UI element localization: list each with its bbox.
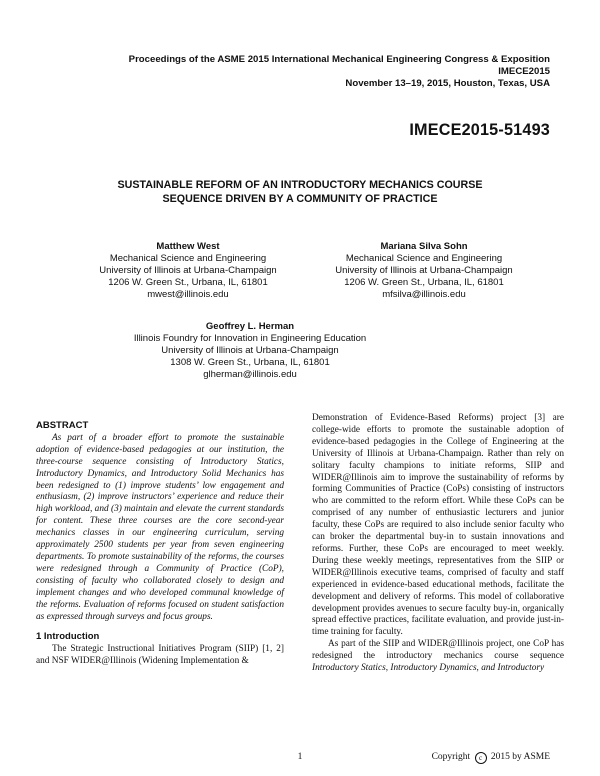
- proceedings-header: [129, 54, 550, 91]
- author-dept: Illinois Foundry for Innovation in Engineering Education: [133, 333, 367, 345]
- paper-id: IMECE2015-51493: [409, 121, 550, 139]
- author-institution: University of Illinois at Urbana-Champaign: [161, 345, 339, 357]
- dates-location: November 13–19, 2015, Houston, Texas, USA: [345, 78, 550, 90]
- intro-p2-text: As part of the SIIP and WIDER@Illinois project, one CoP has redesigned the introductory mechanics course sequence: [312, 639, 564, 662]
- author-email: mwest@illinois.edu: [147, 289, 229, 301]
- course-names: Introductory Statics, Introductory Dynamics, and Introductory: [312, 663, 545, 674]
- author-email: mfsilva@illinois.edu: [382, 289, 466, 301]
- author-institution: University of Illinois at Urbana-Champaign: [99, 265, 277, 277]
- abstract-heading: ABSTRACT: [36, 420, 89, 431]
- author-block-2: [274, 241, 574, 301]
- author-name: Matthew West: [156, 241, 220, 252]
- author-address: 1206 W. Green St., Urbana, IL, 61801: [344, 277, 504, 289]
- page-number: 1: [297, 752, 303, 762]
- proceedings-line: Proceedings of the ASME 2015 International Mechanical Engineering Congress & Exposition: [128, 54, 550, 65]
- intro-paragraph-continued: Demonstration of Evidence-Based Reforms) project [3] are college-wide efforts to promote the sustainable adoption of evidence-based pedagogies in the College of Engineering at the University of Illinois at Urbana-Champaign. Rather than rely on solitary faculty champions to initiate reforms, SIIP and WIDER@Illinois aim to improve the sustainability of reforms by forming Communities of Practice (CoPs) consisting of instructors who are committed to the reform effort. While these CoPs can be comprised of any number of enthusiastic lecturers and junior faculty, these CoPs are required to also include senior faculty who can broker the departmental buy-in to sustain innovations and reforms. Further, these CoPs are encouraged to meet weekly. During these weekly meetings, representatives from the SIIP or WIDER@Illinois executive teams, comprised of faculty and staff experienced in evidence-based educational methods, facilitate the development and delivery of reforms. This model of collaborative development provides avenues to secure faculty buy-in, organically spread effective practices, facilitate evaluation, and provide just-in-time training for faculty.: [312, 413, 564, 638]
- paper-title: [0, 179, 600, 206]
- copyright-notice: [432, 752, 550, 764]
- author-dept: Mechanical Science and Engineering: [345, 253, 503, 265]
- introduction-heading: 1 Introduction: [36, 631, 100, 643]
- copyright-suffix: 2015 by ASME: [490, 752, 550, 762]
- copyright-symbol: c: [475, 752, 487, 764]
- author-institution: University of Illinois at Urbana-Champaign: [335, 265, 513, 277]
- author-block-3: [100, 321, 400, 381]
- author-dept: Mechanical Science and Engineering: [109, 253, 267, 265]
- title-line-2: SEQUENCE DRIVEN BY A COMMUNITY OF PRACTICE: [162, 192, 438, 205]
- left-column: [36, 420, 284, 668]
- title-line-1: SUSTAINABLE REFORM OF AN INTRODUCTORY MECHANICS COURSE: [117, 179, 483, 191]
- intro-paragraph-2: [312, 639, 564, 675]
- author-email: glherman@illinois.edu: [203, 369, 297, 381]
- author-name: Geoffrey L. Herman: [205, 321, 295, 332]
- intro-paragraph-start: The Strategic Instructional Initiatives Program (SIIP) [1, 2] and NSF WIDER@Illinois (Widening Implementation &: [36, 644, 284, 667]
- abstract-text: As part of a broader effort to promote the sustainable adoption of evidence-based pedagogies at our institution, the three-course sequence consisting of Introductory Statics, Introductory Dynamics, and Introductory Solid Mechanics has been redesigned to (1) improve students’ low engagement and enthusiasm, (2) improve instructors’ experience and reduce their high workload, and (3) maintain and elevate the current standards for content. These three courses are the core second-year mechanics classes in our engineering curriculum, serving approximately 2500 students per year from seven engineering departments. To promote sustainability of the reforms, the courses were redesigned through a Community of Practice (CoP), consisting of faculty who collaborated closely to design and implement changes and who developed communal knowledge of the reforms. Evaluation of reforms focused on student satisfaction as expressed through surveys and focus groups.: [36, 432, 284, 622]
- author-address: 1206 W. Green St., Urbana, IL, 61801: [108, 277, 268, 289]
- author-name: Mariana Silva Sohn: [380, 241, 468, 252]
- right-column: [312, 413, 564, 675]
- conference-code: IMECE2015: [498, 66, 550, 78]
- author-address: 1308 W. Green St., Urbana, IL, 61801: [170, 357, 330, 369]
- copyright-prefix: Copyright: [431, 752, 471, 762]
